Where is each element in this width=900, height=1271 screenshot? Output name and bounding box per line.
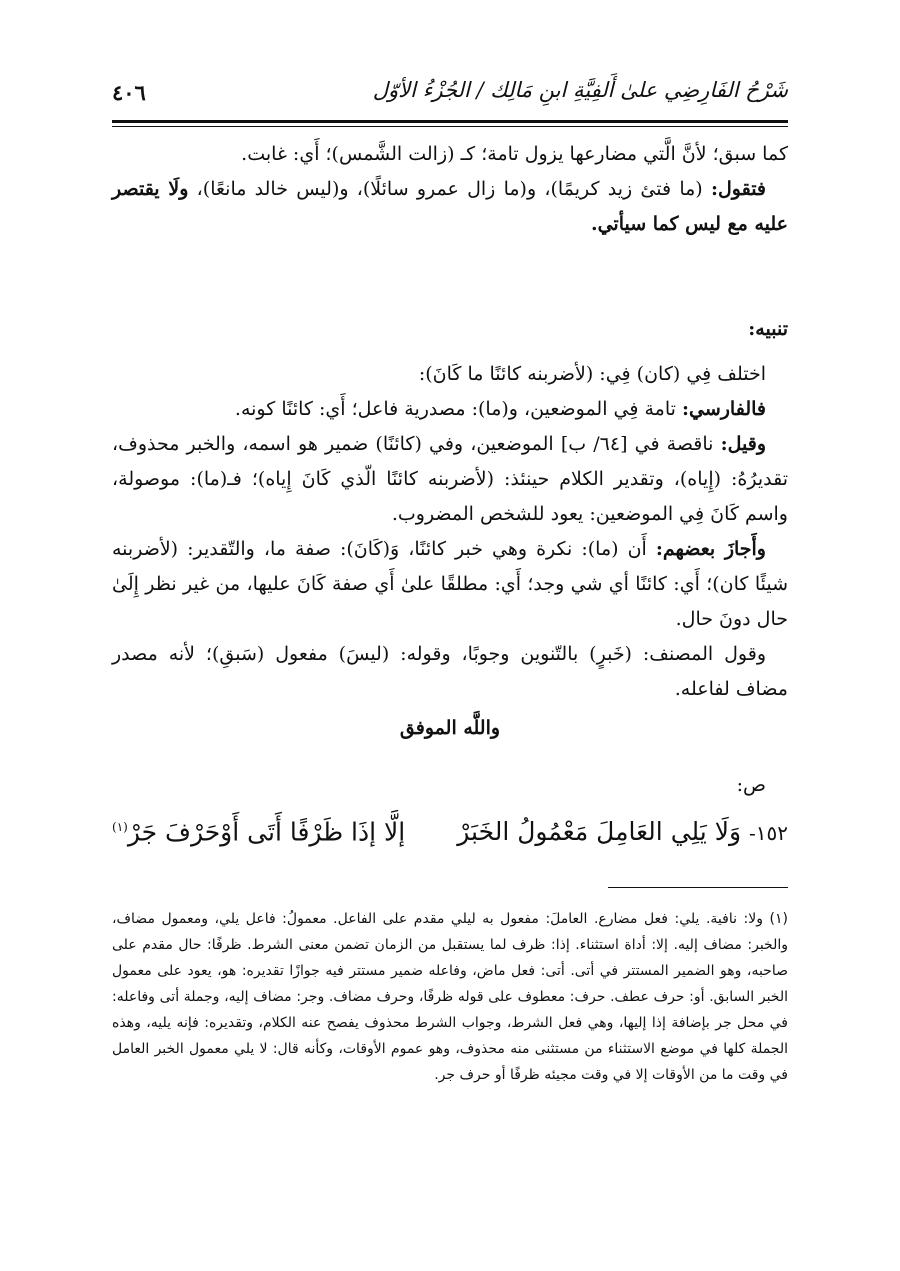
paragraph-2-tail: ولَا يقتصر عليه مع ليس كما سيأتي. (112, 178, 788, 235)
verse-first-hemistich (457, 812, 788, 853)
header-rule-thick (112, 120, 788, 123)
text-marker: ص: (736, 774, 766, 796)
paragraph-7: وقول المصنف: (خَبرٍ) بالتّنوين وجوبًا، وقوله: (ليسَ) مفعول (سَبقِ)؛ لأنه مصدر مضاف لفاعله. (112, 643, 788, 700)
verse-number: ١٥٢- (749, 821, 788, 846)
footnote-1: (١) ولا: نافية. يلي: فعل مضارع. العاملَ: مفعول به ليلي مقدم على الفاعل. معمولُ: فاعل يلي، ومعمول مضاف، والخبر: مضاف إليه. إلا: أداة استثناء. إذا: ظرف لما يستقبل من الزمان تضمن معنى الشرط. ظرفًا: حال مقدم على صاحبه، وهو الضمير المستتر في أتى. أتى: فعل ماض، وفاعله ضمير مستتر فيه جوازًا تقديره: هو، يعود على معمول الخبر السابق. أو: حرف عطف. حرف: معطوف على قوله ظرفًا، وحرف مضاف. وجر: مضاف إليه، وجملة أتى وفاعله: في محل جر بإضافة إذا إليها، وهي فعل الشرط، وجواب الشرط محذوف يفصح عنه الكلام، وتقديره: فإنه يليه، وهذه الجملة كلها في موضع الاستثناء من مستثنى منه محذوف، وهو عموم الأوقات، وكأنه قال: لا يلي معمول الخبر العامل في وقت ما من الأوقات إلا في وقت مجيئه ظرفًا أو حرف جر. (112, 911, 788, 1084)
paragraph-2 (112, 172, 788, 242)
running-header (112, 70, 788, 118)
paragraph-4 (112, 392, 788, 427)
footnote-separator (608, 887, 788, 888)
running-title: شَرْحُ الفَارِضِي علىٰ أَلفِيَّةِ ابنِ مَالِك / الجُزْءُ الأوّل (372, 78, 788, 102)
paragraph-6-lead: وأَجازَ بعضهم: (655, 538, 766, 560)
page-number: ٤٠٦ (112, 80, 146, 105)
note-heading: تنبيه: (748, 318, 788, 340)
verse-line (112, 807, 788, 853)
paragraph-5 (112, 427, 788, 532)
paragraph-2-text: (ما فتئ زيد كريمًا)، و(ما زال عمرو سائلًا)، و(ليس خالد مانعًا)، (196, 178, 703, 200)
book-page (112, 70, 788, 1102)
paragraph-4-text: تامة فِي الموضعين، و(ما): مصدرية فاعل؛ أَي: كائنًا كونه. (234, 398, 676, 420)
header-rule-thin (112, 126, 788, 127)
paragraph-3: اختلف فِي (كان) فِي: (لأضربنه كائنًا ما كَانَ): (418, 363, 766, 385)
paragraph-2-lead: فتقول: (710, 178, 767, 200)
closing-phrase: واللَّه الموفق (399, 717, 501, 739)
verse-part-2: إلَّا إذَا ظَرْفًا أَتَى أَوْحَرْفَ جَرْ (127, 817, 406, 847)
verse-part-1: وَلَا يَلِي العَامِلَ مَعْمُولُ الخَبَرْ (457, 817, 742, 847)
paragraph-1: كما سبق؛ لأنَّ الَّتي مضارعها يزول تامة؛ كـ (زالت الشَّمس)؛ أَي: غابت. (241, 143, 788, 165)
verse-second-hemistich (112, 807, 405, 852)
paragraph-5-text: ناقصة في [٦٤/ ب] الموضعين، وفي (كائنًا) ضمير هو اسمه، والخبر محذوف، تقديرُهُ: (إِياه)، وتقدير الكلام حينئذ: (لأضربنه كائنًا الّذي كَانَ إِياه)؛ فـ(ما): موصولة، واسم كَانَ فِي الموضعين: يعود للشخص المضروب. (112, 433, 788, 525)
main-text (112, 137, 788, 803)
paragraph-6 (112, 532, 788, 637)
footnote-reference: (١) (112, 820, 128, 834)
paragraph-6-text: أَن (ما): نكرة وهي خبر كائنًا، وَ(كَانَ): صفة ما، والتّقدير: (لأضربنه شيئًا كان)؛ أَي: كائنًا أي شي وجد؛ أَي: مطلقًا علىٰ أَي صفة كَانَ عليها، من غير نظر إِلَىٰ حال دونَ حال. (112, 538, 788, 630)
paragraph-5-lead: وقيل: (720, 433, 767, 455)
paragraph-4-lead: فالفارسي: (681, 398, 766, 420)
